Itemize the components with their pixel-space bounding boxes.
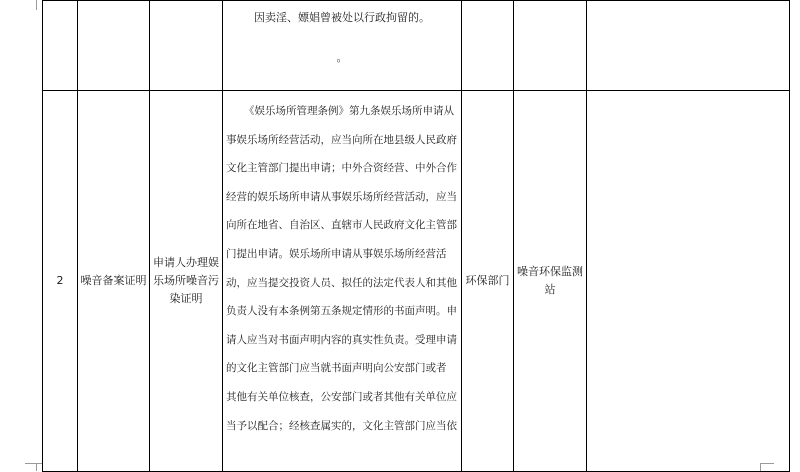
legal-basis-line: 的文化主管部门应当就书面声明向公安部门或者 bbox=[226, 362, 447, 375]
corner-mark-bottom-right-v bbox=[760, 463, 761, 471]
cell-remarks-empty bbox=[587, 1, 790, 91]
table-row-2 bbox=[43, 91, 790, 472]
cell-number-empty bbox=[43, 1, 78, 91]
legal-basis-text bbox=[223, 97, 462, 440]
corner-mark-bottom-left-v bbox=[36, 463, 37, 471]
legal-basis-line: 文化主管部门提出申请；中外合资经营、中外合作 bbox=[226, 162, 457, 175]
cell-material-empty bbox=[150, 1, 223, 91]
legal-basis-line: 动，应当提交投资人员、拟任的法定代表人和其他 bbox=[226, 276, 457, 289]
corner-mark-bottom-right-h bbox=[760, 463, 774, 464]
continuation-text-line-1: 因卖淫、嫖娼曾被处以行政拘留的。 bbox=[254, 11, 430, 24]
legal-basis-line: 经营的娱乐场所申请从事娱乐场所经营活动，应当 bbox=[226, 190, 457, 203]
cell-item-name: 噪音备案证明 bbox=[78, 91, 150, 472]
cell-legal-basis bbox=[223, 91, 462, 472]
legal-basis-line: 事娱乐场所经营活动，应当向所在地县级人民政府 bbox=[226, 133, 457, 146]
legal-basis-line: 负责人没有本条例第五条规定情形的书面声明。申 bbox=[226, 305, 457, 318]
certificate-table bbox=[42, 0, 790, 472]
cell-department: 环保部门 bbox=[462, 91, 514, 472]
corner-mark-bottom-left-h bbox=[25, 463, 42, 464]
legal-basis-line: 当予以配合；经核查属实的，文化主管部门应当依 bbox=[226, 419, 457, 432]
cell-issuing-org: 噪音环保监测站 bbox=[514, 91, 587, 472]
legal-basis-line: 请人应当对书面声明内容的真实性负责。受理申请 bbox=[226, 333, 457, 346]
cell-remarks bbox=[587, 91, 790, 472]
cell-material: 申请人办理娱乐场所噪音污染证明 bbox=[150, 91, 223, 472]
cell-department-empty bbox=[462, 1, 514, 91]
cell-name-empty bbox=[78, 1, 150, 91]
cell-basis-continuation bbox=[223, 1, 462, 91]
corner-mark-top-left-v bbox=[36, 0, 37, 10]
legal-basis-line: 向所在地省、自治区、直辖市人民政府文化主管部 bbox=[226, 219, 457, 232]
legal-basis-line: 其他有关单位核查，公安部门或者其他有关单位应 bbox=[226, 390, 457, 403]
legal-basis-line: 门提出申请。娱乐场所申请从事娱乐场所经营活 bbox=[226, 247, 447, 260]
continuation-text-line-2: 。 bbox=[336, 51, 348, 64]
cell-org-empty bbox=[514, 1, 587, 91]
legal-basis-line: 《娱乐场所管理条例》第九条娱乐场所申请从 bbox=[244, 105, 454, 117]
table-row-continuation bbox=[43, 1, 790, 91]
cell-row-number: 2 bbox=[43, 91, 78, 472]
